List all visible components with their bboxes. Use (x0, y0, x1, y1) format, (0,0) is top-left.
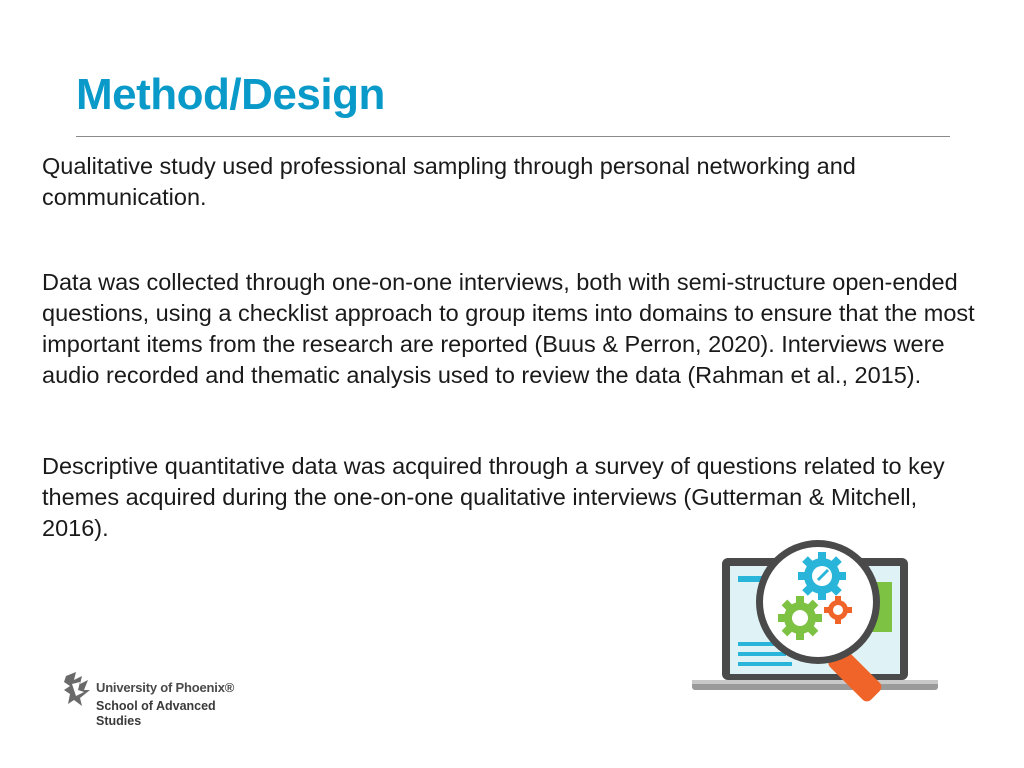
paragraph-data-collection: Data was collected through one-on-one interviews, both with semi-structure open-ended questions, using a checklist approach to group items into domains to ensure that the most important items from the research are reported (Buus & Perron, 2020). Interviews were audio recorded and thematic analysis used to review the data (Rahman et al., 2015). (42, 269, 975, 388)
paragraph-quantitative: Descriptive quantitative data was acquired through a survey of questions related to key themes acquired during the one-on-one qualitative interviews (Gutterman & Mitchell, 2016). (42, 453, 945, 541)
gear-green-icon (778, 596, 822, 640)
university-logo (62, 668, 242, 732)
logo-university-name: University of Phoenix® (96, 680, 235, 695)
university-logo-icon (62, 670, 94, 708)
gear-blue-icon (798, 552, 846, 600)
laptop-search-icon (690, 530, 950, 730)
screen-line (738, 652, 786, 656)
title-divider (76, 136, 950, 137)
logo-school-name-line2: Studies (96, 714, 142, 728)
laptop-base-highlight (692, 680, 938, 684)
logo-school-name: School of Advanced (96, 699, 216, 713)
paragraph-sampling: Qualitative study used professional sampling through personal networking and communication. (42, 153, 856, 210)
page-title: Method/Design (76, 70, 385, 119)
screen-line (738, 662, 792, 666)
